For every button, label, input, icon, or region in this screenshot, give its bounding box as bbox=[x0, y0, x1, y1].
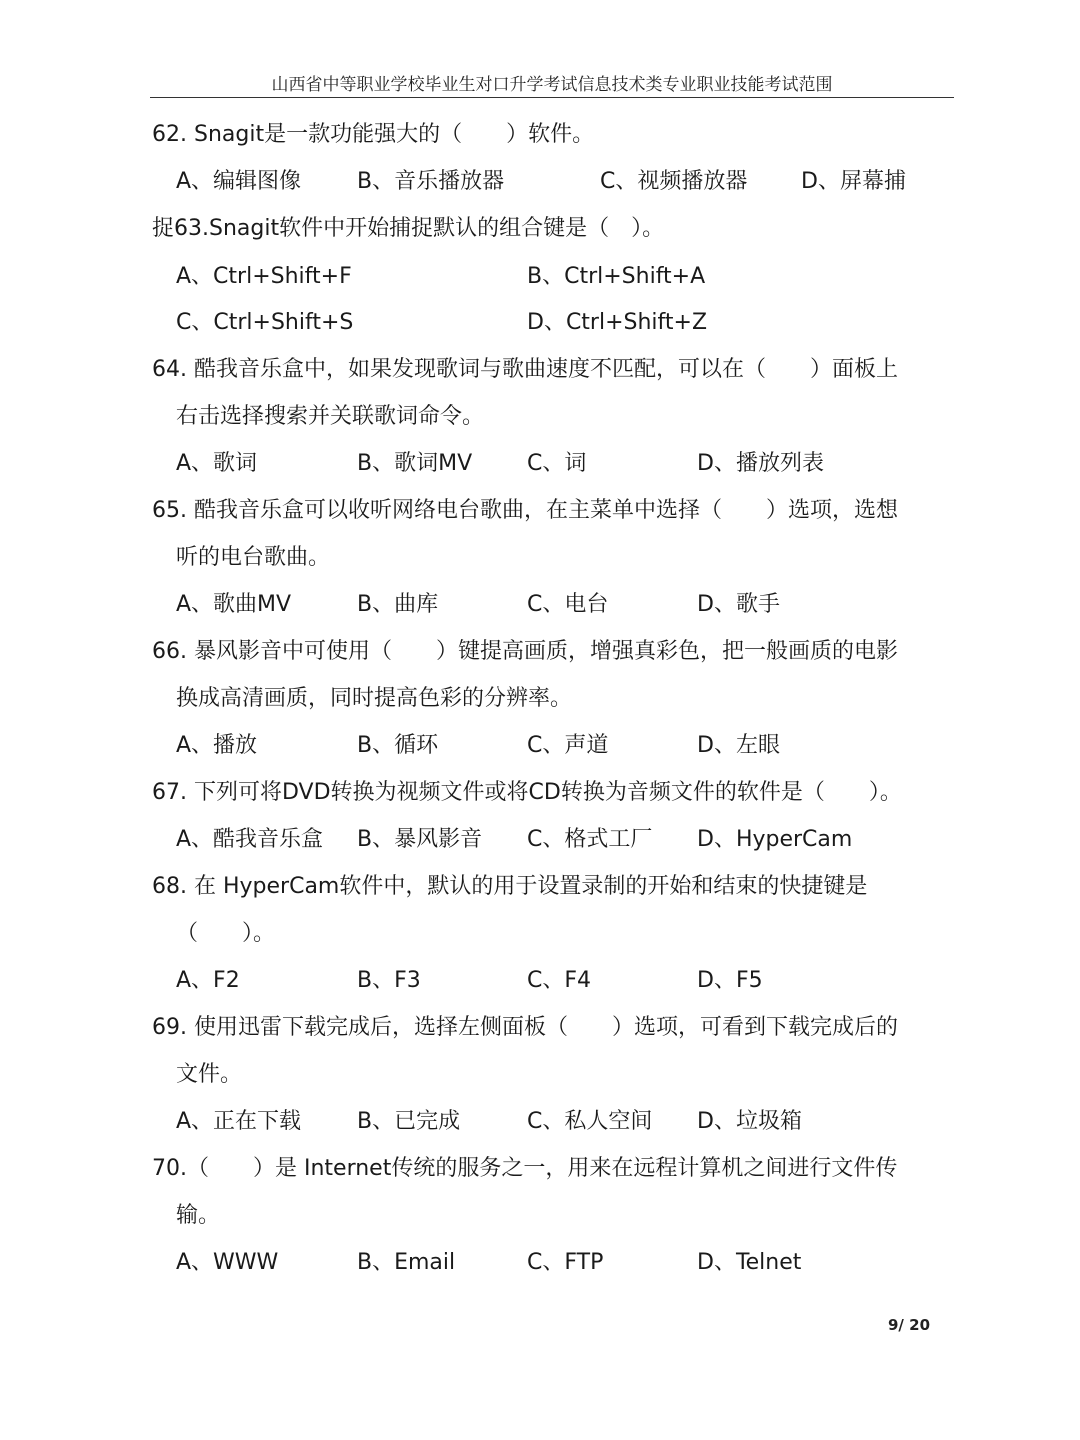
q66-option-b: B、循环 bbox=[357, 733, 439, 758]
q68-option-d: D、F5 bbox=[697, 968, 763, 993]
q69-option-b: B、已完成 bbox=[357, 1109, 461, 1134]
q65-option-a: A、歌曲MV bbox=[176, 592, 292, 617]
q67-option-c: C、格式工厂 bbox=[527, 827, 653, 852]
q67-option-b: B、暴风影音 bbox=[357, 827, 483, 852]
question-64-cont: 右击选择搜索并关联歌词命令。 bbox=[176, 404, 485, 429]
q67-option-d: D、HyperCam bbox=[697, 827, 853, 852]
question-62: 62. Snagit是一款功能强大的（ ）软件。 bbox=[152, 122, 595, 147]
question-65-cont: 听的电台歌曲。 bbox=[176, 545, 331, 570]
q69-option-d: D、垃圾箱 bbox=[697, 1109, 802, 1134]
q70-option-c: C、FTP bbox=[527, 1250, 604, 1275]
question-69: 69. 使用迅雷下载完成后，选择左侧面板（ ）选项，可看到下载完成后的 bbox=[152, 1015, 898, 1040]
q64-option-a: A、歌词 bbox=[176, 451, 258, 476]
q67-option-a: A、酷我音乐盒 bbox=[176, 827, 324, 852]
q70-option-b: B、Email bbox=[357, 1250, 456, 1275]
q68-option-a: A、F2 bbox=[176, 968, 240, 993]
question-70: 70.（ ）是 Internet传统的服务之一，用来在远程计算机之间进行文件传 bbox=[152, 1156, 898, 1181]
question-67: 67. 下列可将DVD转换为视频文件或将CD转换为音频文件的软件是（ ）。 bbox=[152, 780, 902, 805]
page-header: 山西省中等职业学校毕业生对口升学考试信息技术类专业职业技能考试范围 bbox=[271, 75, 833, 95]
q64-option-d: D、播放列表 bbox=[697, 451, 824, 476]
q70-option-d: D、Telnet bbox=[697, 1250, 802, 1275]
q63-option-b: B、Ctrl+Shift+A bbox=[527, 264, 706, 289]
q66-option-a: A、播放 bbox=[176, 733, 258, 758]
header-rule bbox=[150, 97, 954, 98]
q70-option-a: A、WWW bbox=[176, 1250, 279, 1275]
q63-option-a: A、Ctrl+Shift+F bbox=[176, 264, 352, 289]
question-70-cont: 输。 bbox=[176, 1203, 221, 1228]
q64-option-b: B、歌词MV bbox=[357, 451, 473, 476]
q65-option-b: B、曲库 bbox=[357, 592, 439, 617]
q69-option-c: C、私人空间 bbox=[527, 1109, 653, 1134]
question-66: 66. 暴风影音中可使用（ ）键提高画质，增强真彩色，把一般画质的电影 bbox=[152, 639, 898, 664]
q62-option-a: A、编辑图像 bbox=[176, 169, 302, 194]
q63-option-d: D、Ctrl+Shift+Z bbox=[527, 310, 708, 335]
question-68-cont: （ ）。 bbox=[176, 921, 276, 946]
q62-option-d: D、屏幕捕 bbox=[801, 169, 906, 194]
question-68: 68. 在 HyperCam软件中，默认的用于设置录制的开始和结束的快捷键是 bbox=[152, 874, 868, 899]
question-65: 65. 酷我音乐盒可以收听网络电台歌曲，在主菜单中选择（ ）选项，选想 bbox=[152, 498, 898, 523]
q65-option-d: D、歌手 bbox=[697, 592, 780, 617]
q63-option-c: C、Ctrl+Shift+S bbox=[176, 310, 354, 335]
q62-option-b: B、音乐播放器 bbox=[357, 169, 505, 194]
question-66-cont: 换成高清画质，同时提高色彩的分辨率。 bbox=[176, 686, 573, 711]
question-64: 64. 酷我音乐盒中，如果发现歌词与歌曲速度不匹配，可以在（ ）面板上 bbox=[152, 357, 898, 382]
question-63: 捉63.Snagit软件中开始捕捉默认的组合键是（ ）。 bbox=[152, 216, 665, 241]
question-69-cont: 文件。 bbox=[176, 1062, 243, 1087]
q66-option-d: D、左眼 bbox=[697, 733, 780, 758]
page-number: 9/ 20 bbox=[888, 1316, 931, 1334]
q69-option-a: A、正在下载 bbox=[176, 1109, 302, 1134]
q68-option-c: C、F4 bbox=[527, 968, 592, 993]
q62-option-c: C、视频播放器 bbox=[600, 169, 748, 194]
q65-option-c: C、电台 bbox=[527, 592, 609, 617]
q64-option-c: C、词 bbox=[527, 451, 587, 476]
q66-option-c: C、声道 bbox=[527, 733, 609, 758]
q68-option-b: B、F3 bbox=[357, 968, 421, 993]
